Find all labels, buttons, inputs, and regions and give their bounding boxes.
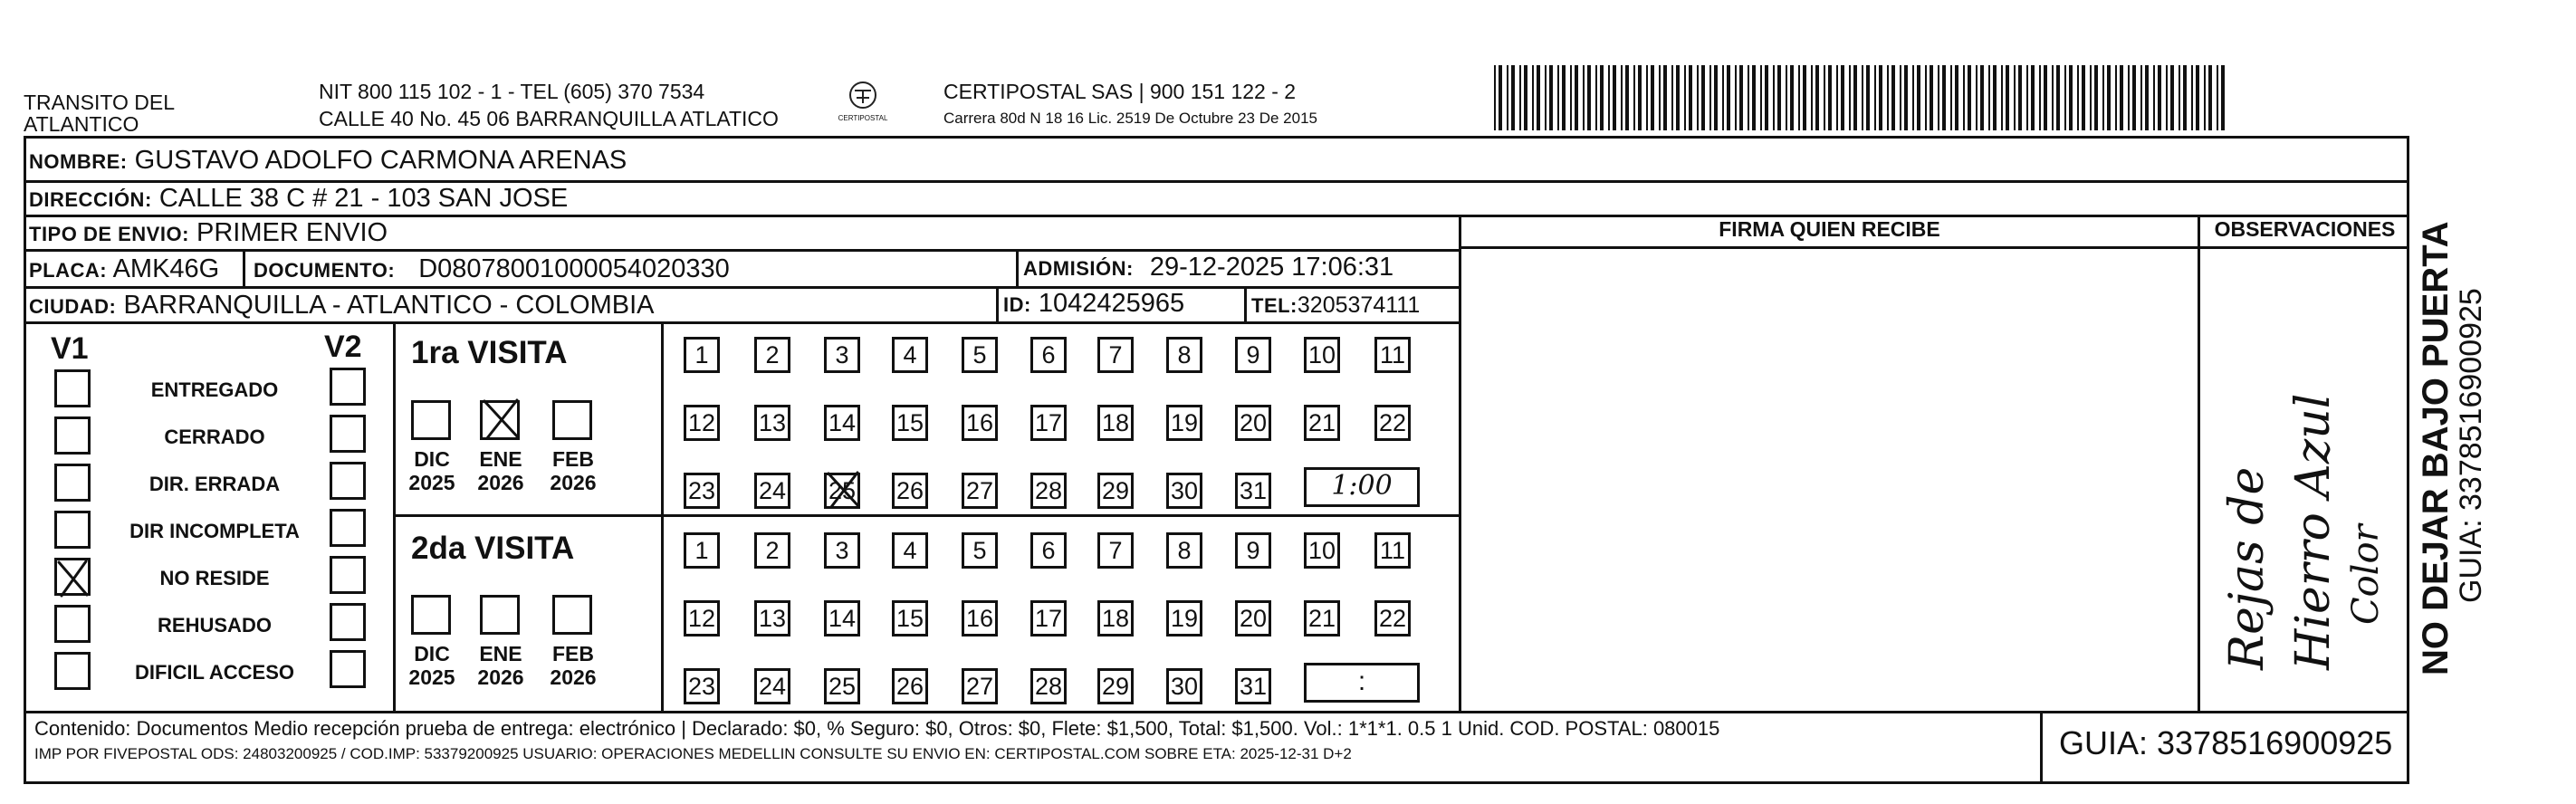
visit1-day-27[interactable]: 27: [962, 473, 998, 509]
side-guia: GUIA: 3378516900925: [2454, 288, 2488, 603]
visit1-day-31[interactable]: 31: [1235, 473, 1271, 509]
visit2-day-29[interactable]: 29: [1097, 668, 1134, 704]
documento-label: DOCUMENTO:: [254, 259, 396, 282]
visit2-month-box-ene[interactable]: [480, 595, 520, 635]
nombre-value: GUSTAVO ADOLFO CARMONA ARENAS: [134, 146, 627, 175]
visit2-day-3[interactable]: 3: [824, 532, 860, 569]
visit2-title: 2da VISITA: [411, 531, 575, 566]
visit1-day-11[interactable]: 11: [1374, 337, 1411, 373]
visit1-day-22[interactable]: 22: [1374, 405, 1411, 441]
visit2-day-26[interactable]: 26: [892, 668, 928, 704]
admision-label: ADMISIÓN:: [1023, 257, 1134, 280]
visit2-day-14[interactable]: 14: [824, 600, 860, 636]
visit1-day-25[interactable]: 25: [824, 473, 860, 509]
id-value: 1042425965: [1038, 289, 1185, 318]
visit2-month-label-feb: FEB 2026: [550, 642, 597, 689]
sender-nit: NIT 800 115 102 - 1 - TEL (605) 370 7534: [319, 80, 705, 103]
visit1-day-21[interactable]: 21: [1304, 405, 1340, 441]
ciudad-value: BARRANQUILLA - ATLANTICO - COLOMBIA: [123, 291, 655, 320]
field-direccion: [29, 183, 568, 215]
sender-address: CALLE 40 No. 45 06 BARRANQUILLA ATLATICO: [319, 107, 779, 130]
visit1-day-3[interactable]: 3: [824, 337, 860, 373]
visit1-day-8[interactable]: 8: [1166, 337, 1202, 373]
field-tipo-envio: [29, 217, 388, 250]
obs-handwritten-line3: Color: [2345, 524, 2387, 625]
visit1-month-check-mark: [482, 398, 522, 440]
certipostal-logo: [831, 80, 895, 134]
visit2-day-24[interactable]: 24: [754, 668, 790, 704]
visit1-day-29[interactable]: 29: [1097, 473, 1134, 509]
visit1-day-16[interactable]: 16: [962, 405, 998, 441]
visit2-day-4[interactable]: 4: [892, 532, 928, 569]
tipo-envio-label: TIPO DE ENVIO:: [29, 223, 189, 245]
status-label-dificil-acceso: DIFICIL ACCESO: [134, 661, 294, 684]
field-tel: [1251, 290, 1420, 321]
visit1-day-15[interactable]: 15: [892, 405, 928, 441]
visit2-day-18[interactable]: 18: [1097, 600, 1134, 636]
visit1-month-label-dic: DIC 2025: [408, 447, 455, 494]
visit2-day-2[interactable]: 2: [754, 532, 790, 569]
visit1-day-2[interactable]: 2: [754, 337, 790, 373]
status-label-entregado: ENTREGADO: [150, 378, 279, 401]
field-admision: [1023, 252, 1393, 284]
visit1-day-19[interactable]: 19: [1166, 405, 1202, 441]
visit1-day-23[interactable]: 23: [684, 473, 720, 509]
visit1-day-17[interactable]: 17: [1030, 405, 1067, 441]
visit2-day-20[interactable]: 20: [1235, 600, 1271, 636]
admision-value: 29-12-2025 17:06:31: [1149, 253, 1394, 282]
v1-checkbox-dificil-acceso[interactable]: [54, 652, 91, 690]
visit2-day-21[interactable]: 21: [1304, 600, 1340, 636]
footer-guia: GUIA: 3378516900925: [2059, 724, 2393, 761]
visit2-day-28[interactable]: 28: [1030, 668, 1067, 704]
side-warning: NO DEJAR BAJO PUERTA: [2416, 221, 2456, 675]
visit2-day-25[interactable]: 25: [824, 668, 860, 704]
barcode: [1494, 65, 2232, 130]
visit2-month-box-feb[interactable]: [552, 595, 592, 635]
status-label-rehusado: REHUSADO: [158, 614, 272, 636]
v1-check-mark: [56, 560, 91, 598]
company-line: CERTIPOSTAL SAS | 900 151 122 - 2: [943, 80, 1297, 103]
visit2-day-19[interactable]: 19: [1166, 600, 1202, 636]
visit1-day-12[interactable]: 12: [684, 405, 720, 441]
v1-checkbox-dir-errada[interactable]: [54, 464, 91, 502]
visit1-day-1[interactable]: 1: [684, 337, 720, 373]
visit1-month-box-feb[interactable]: [552, 400, 592, 440]
visit2-time-field[interactable]: :: [1304, 663, 1420, 703]
id-label: ID:: [1003, 293, 1031, 316]
visit1-day-7[interactable]: 7: [1097, 337, 1134, 373]
visit1-day-20[interactable]: 20: [1235, 405, 1271, 441]
visit1-day-4[interactable]: 4: [892, 337, 928, 373]
firma-header: FIRMA QUIEN RECIBE: [1719, 217, 1940, 241]
visit2-day-5[interactable]: 5: [962, 532, 998, 569]
field-documento: [254, 254, 730, 286]
visit1-day-28[interactable]: 28: [1030, 473, 1067, 509]
tel-value: 3205374111: [1297, 292, 1421, 318]
v2-checkbox-cerrado[interactable]: [330, 415, 366, 453]
tipo-envio-value: PRIMER ENVIO: [196, 218, 388, 247]
ciudad-label: CIUDAD:: [29, 295, 117, 318]
visit2-day-23[interactable]: 23: [684, 668, 720, 704]
visit1-day-26[interactable]: 26: [892, 473, 928, 509]
tel-label: TEL:: [1251, 294, 1298, 317]
visit2-month-label-dic: DIC 2025: [408, 642, 455, 689]
visit1-month-box-dic[interactable]: [411, 400, 451, 440]
visit2-day-8[interactable]: 8: [1166, 532, 1202, 569]
visit2-day-7[interactable]: 7: [1097, 532, 1134, 569]
v1-checkbox-rehusado[interactable]: [54, 605, 91, 643]
field-placa: [29, 254, 219, 286]
visit1-time-field[interactable]: 1:00: [1304, 467, 1420, 507]
visit2-day-27[interactable]: 27: [962, 668, 998, 704]
footer-contenido: Contenido: Documentos Medio recepción prueba de entrega: electrónico | Declarado: $0, % Seguro: $0, Otros: $0, Flete: $1,500, Total: $1,500. Vol.: 1*1*1. 0.5 1 Unid. COD. POSTAL: 080015: [34, 717, 1720, 740]
v2-title: V2: [324, 330, 362, 364]
certipostal-logo-icon: [831, 80, 895, 134]
v1-checkbox-cerrado[interactable]: [54, 416, 91, 455]
visit2-day-10[interactable]: 10: [1304, 532, 1340, 569]
visit2-day-15[interactable]: 15: [892, 600, 928, 636]
status-label-dir-errada: DIR. ERRADA: [148, 473, 281, 495]
visit1-day-14[interactable]: 14: [824, 405, 860, 441]
obs-handwritten-line2: Hierro Azul: [2286, 393, 2341, 670]
nombre-label: NOMBRE:: [29, 150, 128, 173]
v2-checkbox-rehusado[interactable]: [330, 603, 366, 641]
visit1-title: 1ra VISITA: [411, 335, 568, 370]
visit1-day-check-mark: [826, 471, 862, 509]
direccion-label: DIRECCIÓN:: [29, 188, 152, 211]
v2-checkbox-no-reside[interactable]: [330, 556, 366, 594]
visit2-day-30[interactable]: 30: [1166, 668, 1202, 704]
observaciones-header: OBSERVACIONES: [2214, 217, 2396, 241]
visit2-day-17[interactable]: 17: [1030, 600, 1067, 636]
visit1-day-9[interactable]: 9: [1235, 337, 1271, 373]
visit2-day-22[interactable]: 22: [1374, 600, 1411, 636]
visit2-day-13[interactable]: 13: [754, 600, 790, 636]
visit2-day-11[interactable]: 11: [1374, 532, 1411, 569]
license-line: Carrera 80d N 18 16 Lic. 2519 De Octubre 23 De 2015: [943, 110, 1317, 127]
visit2-day-16[interactable]: 16: [962, 600, 998, 636]
v1-title: V1: [51, 331, 89, 366]
sender-name-line2: ATLANTICO: [24, 112, 139, 136]
footer-imp: IMP POR FIVEPOSTAL ODS: 24803200925 / COD.IMP: 53379200925 USUARIO: OPERACIONES MEDELLIN CONSULTE SU ENVIO EN: CERTIPOSTAL.COM SOBRE ETA: 2025-12-31 D+2: [34, 745, 1352, 762]
placa-label: PLACA:: [29, 259, 108, 282]
field-nombre: [29, 145, 627, 177]
status-label-cerrado: CERRADO: [164, 426, 265, 448]
visit2-day-6[interactable]: 6: [1030, 532, 1067, 569]
visit1-day-24[interactable]: 24: [754, 473, 790, 509]
logo-text: CERTIPOSTAL: [838, 114, 888, 122]
v1-checkbox-dir-incompleta[interactable]: [54, 511, 91, 549]
visit1-day-5[interactable]: 5: [962, 337, 998, 373]
status-label-dir-incompleta: DIR INCOMPLETA: [129, 520, 300, 542]
visit1-day-10[interactable]: 10: [1304, 337, 1340, 373]
v2-checkbox-dificil-acceso[interactable]: [330, 650, 366, 688]
visit2-day-1[interactable]: 1: [684, 532, 720, 569]
visit2-day-12[interactable]: 12: [684, 600, 720, 636]
visit1-month-label-ene: ENE 2026: [477, 447, 524, 494]
visit2-day-9[interactable]: 9: [1235, 532, 1271, 569]
v2-checkbox-entregado[interactable]: [330, 368, 366, 406]
visit1-month-label-feb: FEB 2026: [550, 447, 597, 494]
visit1-day-6[interactable]: 6: [1030, 337, 1067, 373]
placa-value: AMK46G: [112, 254, 220, 283]
visit2-month-label-ene: ENE 2026: [477, 642, 524, 689]
field-ciudad: [29, 290, 655, 322]
visit1-day-13[interactable]: 13: [754, 405, 790, 441]
obs-handwritten-line1: Rejas de: [2220, 466, 2274, 670]
v1-checkbox-entregado[interactable]: [54, 369, 91, 407]
visit1-day-30[interactable]: 30: [1166, 473, 1202, 509]
v2-checkbox-dir-incompleta[interactable]: [330, 509, 366, 547]
field-id: [1003, 288, 1184, 321]
documento-value: D08078001000054020330: [418, 254, 730, 283]
status-label-no-reside: NO RESIDE: [159, 567, 270, 589]
visit2-month-box-dic[interactable]: [411, 595, 451, 635]
sender-name-line1: TRANSITO DEL: [24, 91, 175, 114]
direccion-value: CALLE 38 C # 21 - 103 SAN JOSE: [158, 184, 569, 213]
visit1-day-18[interactable]: 18: [1097, 405, 1134, 441]
v2-checkbox-dir-errada[interactable]: [330, 462, 366, 500]
visit2-day-31[interactable]: 31: [1235, 668, 1271, 704]
